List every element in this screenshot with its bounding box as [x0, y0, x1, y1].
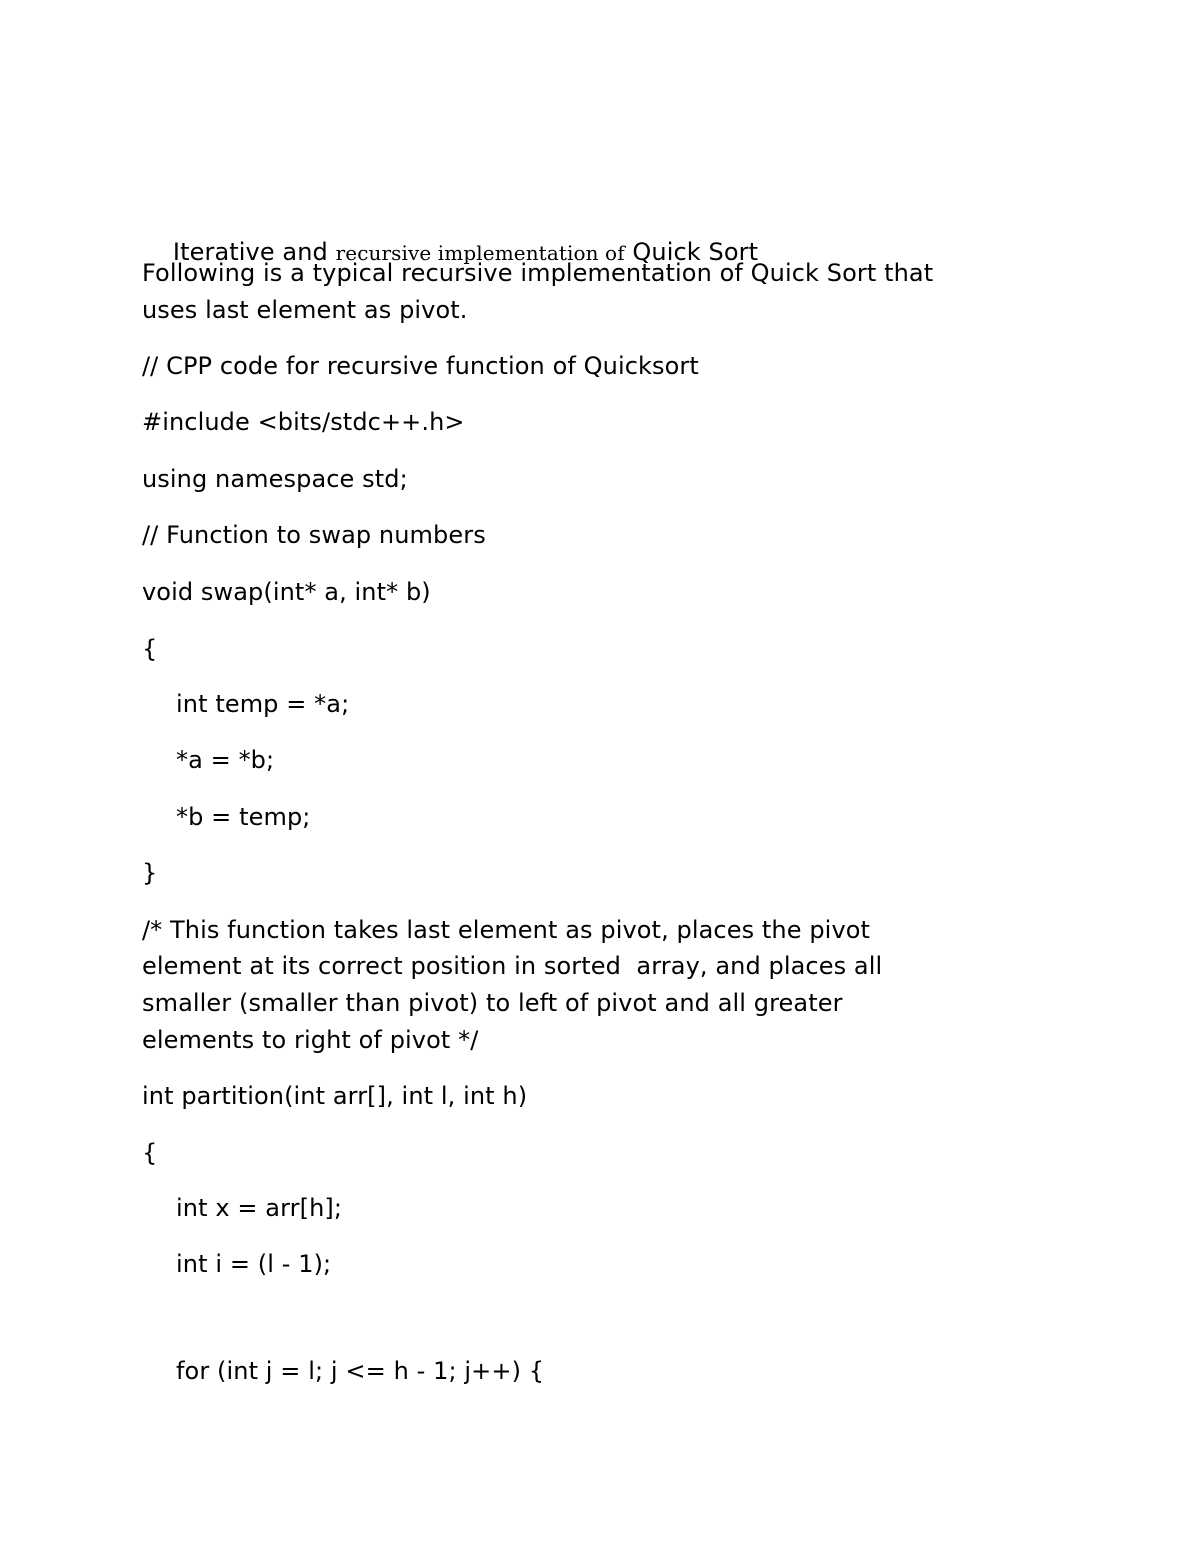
code-partition-line-2: int i = (l - 1); — [176, 1250, 332, 1278]
code-partition-for: for (int j = l; j <= h - 1; j++) { — [176, 1357, 545, 1385]
code-open-brace-1: { — [142, 635, 158, 663]
intro-line-1: Following is a typical recursive implementation of Quick Sort that — [142, 259, 934, 287]
code-comment-swap: // Function to swap numbers — [142, 521, 486, 549]
code-partition-signature: int partition(int arr[], int l, int h) — [142, 1082, 528, 1110]
code-close-brace-1: } — [142, 859, 158, 887]
code-include: #include <bits/stdc++.h> — [142, 408, 465, 436]
code-partition-comment-line-4: elements to right of pivot */ — [142, 1026, 479, 1054]
code-partition-comment-line-3: smaller (smaller than pivot) to left of pivot and all greater — [142, 989, 843, 1017]
code-partition-line-1: int x = arr[h]; — [176, 1194, 343, 1222]
code-using: using namespace std; — [142, 465, 408, 493]
code-comment-header: // CPP code for recursive function of Quicksort — [142, 352, 699, 380]
code-partition-comment-line-1: /* This function takes last element as pivot, places the pivot — [142, 916, 871, 944]
code-swap-line-3: *b = temp; — [176, 803, 311, 831]
code-open-brace-2: { — [142, 1139, 158, 1167]
code-partition-comment-line-2: element at its correct position in sorted array, and places all — [142, 952, 883, 980]
title-part-2: recursive implementation of — [335, 241, 625, 265]
code-swap-line-1: int temp = *a; — [176, 690, 350, 718]
code-swap-signature: void swap(int* a, int* b) — [142, 578, 431, 606]
intro-line-2: uses last element as pivot. — [142, 296, 468, 324]
title-part-3: Quick Sort — [624, 238, 759, 266]
code-swap-line-2: *a = *b; — [176, 746, 275, 774]
title-part-1: Iterative and — [172, 238, 336, 266]
